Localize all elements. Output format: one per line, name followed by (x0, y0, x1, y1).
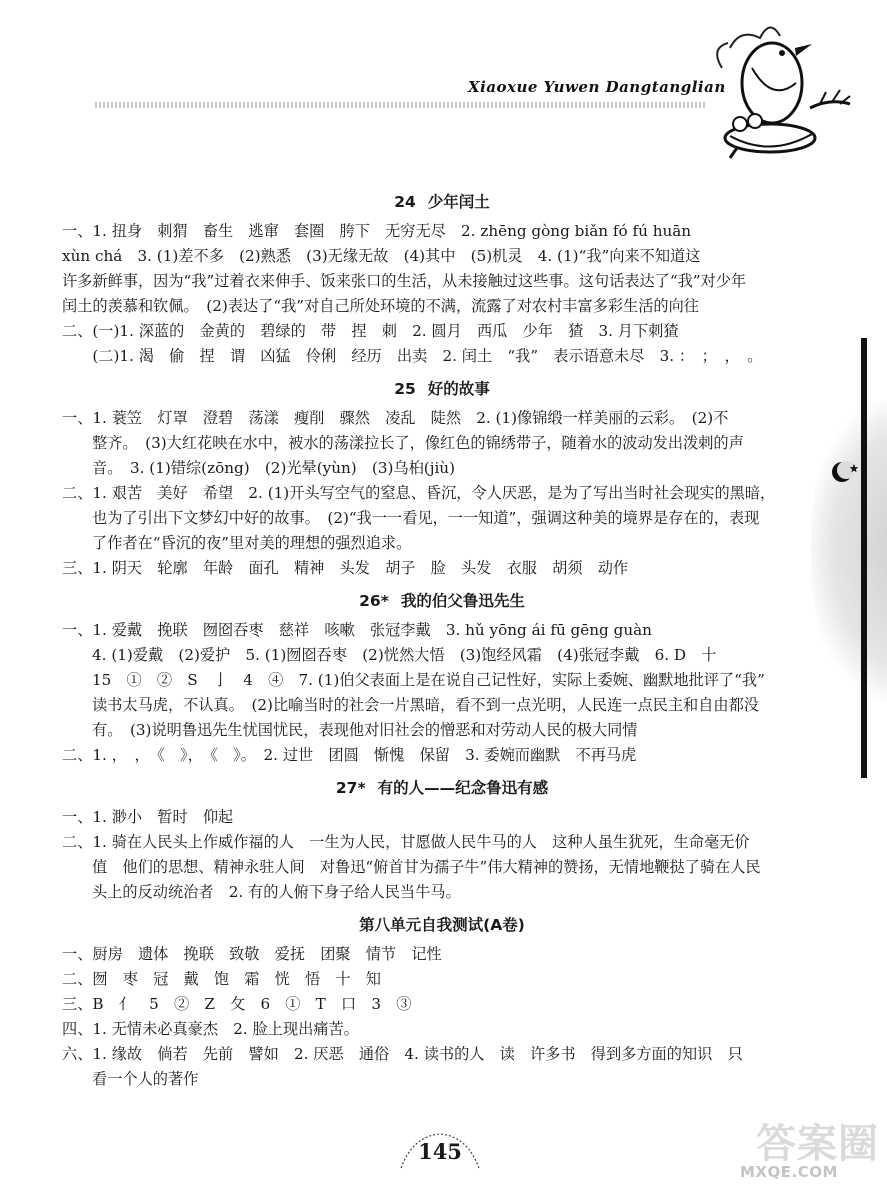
answer-line: 一、1. 爱戴 挽联 囫囵吞枣 慈祥 咳嗽 张冠李戴 3. hǔ yōng ái fū gēng guàn (62, 621, 652, 639)
answer-line: 头上的反动统治者 2. 有的人俯下身子给人民当牛马。 (92, 883, 461, 901)
watermark-logo: 答案圈 (756, 1121, 879, 1167)
section-24 (62, 189, 822, 369)
watermark-site: MXQE.COM (740, 1163, 838, 1181)
crescent-moon-icon (830, 458, 862, 486)
answer-line: 三、1. 阴天 轮廓 年龄 面孔 精神 头发 胡子 脸 头发 衣服 胡须 动作 (62, 559, 629, 577)
page-header (0, 0, 887, 175)
side-bar-decoration (861, 338, 867, 778)
answer-line: 看一个人的著作 (92, 1070, 199, 1088)
answer-line: 音。 3. (1)错综(zōng) (2)光晕(yùn) (3)乌桕(jiù) (92, 459, 456, 477)
answer-line: 读书太马虎，不认真。 (2)比喻当时的社会一片黑暗，看不到一点光明，人民连一点民主和自由都没 (92, 696, 759, 714)
answer-line: 一、1. 蓑笠 灯罩 澄碧 荡漾 瘦削 骤然 凌乱 陡然 2. (1)像锦缎一样美丽的云彩。 (2)不 (62, 409, 729, 427)
answer-line: 二、1. 骑在人民头上作威作福的人 一生为人民，甘愿做人民牛马的人 这种人虽生犹死，生命毫无价 (62, 833, 750, 851)
answer-line: 了作者在“昏沉的夜”里对美的理想的强烈追求。 (92, 534, 412, 552)
answer-line: 一、厨房 遗体 挽联 致敬 爱抚 团聚 情节 记性 (62, 945, 442, 963)
section-title: 26* 我的伯父鲁迅先生 (359, 592, 525, 610)
section-title: 第八单元自我测试(A卷) (359, 916, 525, 934)
section-unit-test (62, 912, 822, 1092)
section-title: 24 少年闰土 (394, 193, 490, 211)
answer-line: 六、1. 缘故 倘若 先前 譬如 2. 厌恶 通俗 4. 读书的人 读 许多书 得到多方面的知识 只 (62, 1045, 743, 1063)
answer-line: 整齐。 (3)大红花映在水中，被水的荡漾拉长了，像红色的锦绣带子，随着水的波动发出泼剌的声 (92, 434, 744, 452)
section-25 (62, 376, 822, 581)
answer-line: 一、1. 扭身 刺猬 畜生 逃窜 套圈 胯下 无穷无尽 2. zhēng gòng biǎn fó fú huān (62, 222, 692, 240)
answer-line: 15 ① ② S 亅 4 ④ 7. (1)伯父表面上是在说自己记性好，实际上委婉、幽默地批评了“我” (92, 671, 765, 689)
answer-line: 也为了引出下文梦幻中好的故事。 (2)“我一一看见，一一知道”，强调这种美的境界是存在的，表现 (92, 509, 760, 527)
answer-line: 值 他们的思想、精神永驻人间 对鲁迅“俯首甘为孺子牛”伟大精神的赞扬，无情地鞭挞了骑在人民 (92, 858, 761, 876)
header-title: Xiaoxue Yuwen Dangtanglian (468, 78, 726, 96)
answer-line: 二、(一)1. 深蓝的 金黄的 碧绿的 带 捏 刺 2. 圆月 西瓜 少年 猹 3. 月下刺猹 (62, 322, 679, 340)
answer-line: 有。 (3)说明鲁迅先生忧国忧民，表现他对旧社会的憎恶和对劳动人民的极大同情 (92, 721, 638, 739)
page-number: 145 (418, 1139, 462, 1164)
section-27 (62, 775, 822, 905)
answer-line: 二、囫 枣 冠 戴 饱 霜 恍 悟 十 知 (62, 970, 381, 988)
answer-line: 二、1. 艰苦 美好 希望 2. (1)开头写空气的窒息、昏沉，令人厌恶，是为了写出当时社会现实的黑暗， (62, 484, 776, 502)
header-dotted-rule (95, 102, 705, 108)
answer-line: 四、1. 无情未必真豪杰 2. 脸上现出痛苦。 (62, 1020, 359, 1038)
answer-line: 二、1. ， ， 《 》， 《 》。 2. 过世 团圆 惭愧 保留 3. 委婉而幽默 不再马虎 (62, 746, 637, 764)
answer-line: 三、B 亻 5 ② Z 攵 6 ① T 口 3 ③ (62, 995, 412, 1013)
bird-nest-icon (700, 8, 860, 168)
answer-line: 4. (1)爱戴 (2)爱护 5. (1)囫囵吞枣 (2)恍然大悟 (3)饱经风霜 (4)张冠李戴 6. D 十 (92, 646, 717, 664)
answer-line: 闰土的羡慕和钦佩。 (2)表达了“我”对自己所处环境的不满，流露了对农村丰富多彩生活的向往 (62, 297, 699, 315)
answer-line: xùn chá 3. (1)差不多 (2)熟悉 (3)无缘无故 (4)其中 (5)机灵 4. (1)“我”向来不知道这 (62, 247, 701, 265)
answer-line: 一、1. 渺小 暂时 仰起 (62, 808, 234, 826)
section-26 (62, 588, 822, 768)
answer-line: 许多新鲜事，因为“我”过着衣来伸手、饭来张口的生活，从未接触过这些事。这句话表达了“我”对少年 (62, 272, 747, 290)
answer-line: (二)1. 渴 偷 捏 谓 凶猛 伶俐 经历 出卖 2. 闰土 “我” 表示语意未尽 3. ： ； ， 。 (62, 347, 763, 365)
section-title: 25 好的故事 (394, 380, 490, 398)
answer-content (62, 182, 822, 1092)
section-title: 27* 有的人——纪念鲁迅有感 (335, 779, 549, 797)
